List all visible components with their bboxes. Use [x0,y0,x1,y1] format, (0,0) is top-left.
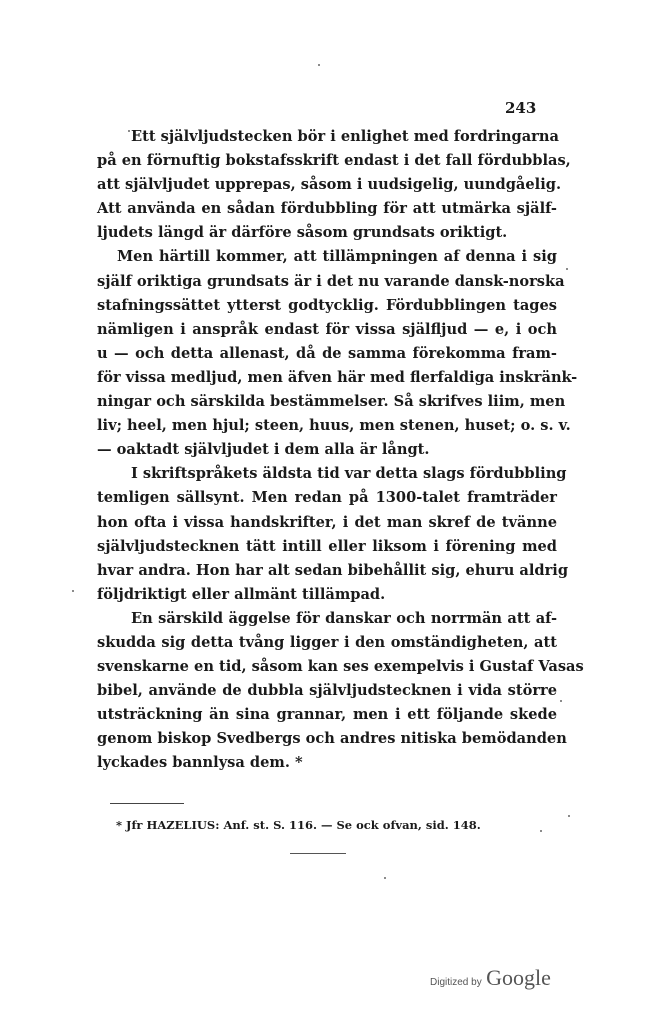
scan-speck [568,815,570,817]
text-line: Men härtill kommer, att tillämpningen af denna i sig [117,248,557,266]
text-line: stafningssättet ytterst godtycklig. Fördubblingen tages [97,296,557,314]
text-line: I skriftspråkets äldsta tid var detta slags fördubbling [131,465,567,483]
page-number: 243 [505,99,537,117]
body-text [97,125,584,776]
digitization-watermark [430,965,551,991]
watermark-brand: Google [486,965,551,990]
text-line: hvar andra. Hon har alt sedan bibehållit sig, ehuru aldrig [97,561,569,579]
text-line: Att använda en sådan fördubbling för att utmärka själf- [97,200,557,218]
text-line: ningar och särskilda bestämmelser. Så skrifves liim, men [97,393,566,411]
text-line: följdriktigt eller allmänt tillämpad. [97,585,386,603]
scan-speck [560,700,562,702]
text-line: på en förnuftig bokstafsskrift endast i det fall fördubblas, [97,152,571,170]
text-line: hon ofta i vissa handskrifter, i det man skref de tvänne [97,513,557,531]
text-line: att självljudet upprepas, såsom i uudsigelig, uundgåelig. [97,176,562,194]
text-line: genom biskop Svedbergs och andres nitiska bemödanden [97,730,567,748]
text-line: bibel, använde de dubbla självljudstecknen i vida större [97,682,557,700]
scan-speck [72,590,74,592]
text-line: för vissa medljud, men äfven här med flerfaldiga inskränk- [97,368,578,386]
text-line: svenskarne en tid, såsom kan ses exempelvis i Gustaf Vasas [97,658,584,676]
text-line: liv; heel, men hjul; steen, huus, men stenen, huset; o. s. v. [97,417,571,435]
text-line: u — och detta allenast, då de samma förekomma fram- [97,344,557,362]
text-line: En särskild äggelse för danskar och norrmän att af- [131,609,557,627]
watermark-prefix: Digitized by [430,977,482,988]
scan-speck [566,268,568,270]
text-line: utsträckning än sina grannar, men i ett följande skede [97,706,557,724]
footnote: * Jfr HAZELIUS: Anf. st. S. 116. — Se ock ofvan, sid. 148. [116,818,481,832]
scan-speck [384,877,386,879]
footnote-divider [110,803,184,804]
text-line: Ett självljudstecken bör i enlighet med fordringarna [131,128,559,145]
text-line: ljudets längd är därföre såsom grundsats oriktigt. [97,224,508,242]
end-divider [290,853,346,854]
text-line: skudda sig detta tvång ligger i den omständigheten, att [97,633,557,651]
text-line: lyckades bannlysa dem. * [97,754,303,772]
text-line: — oaktadt självljudet i dem alla är långt. [97,441,430,459]
scan-speck [128,130,130,132]
text-line: självljudstecknen tätt intill eller liksom i förening med [97,537,557,555]
text-line: nämligen i anspråk endast för vissa själfljud — e, i och [97,320,557,338]
scan-speck [540,830,542,832]
scan-speck [318,64,320,66]
text-line: själf oriktiga grundsats är i det nu varande dansk-norska [97,272,565,290]
text-line: temligen sällsynt. Men redan på 1300-talet framträder [97,489,557,507]
